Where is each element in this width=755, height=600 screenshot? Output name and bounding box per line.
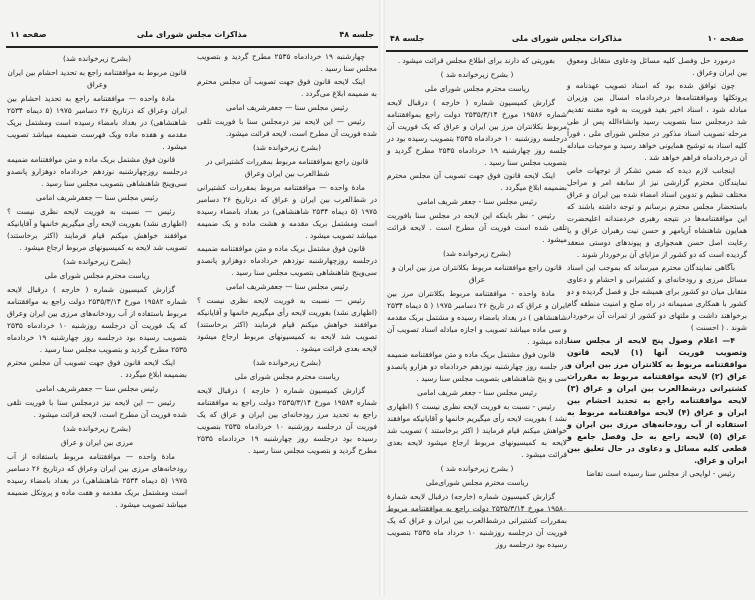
centered-heading: ریاست محترم مجلس شورای‌ملی <box>425 478 529 487</box>
header-rule <box>6 46 378 48</box>
page-header <box>386 34 748 50</box>
paragraph: چهارشنبه ۱۹ خردادماه ۲۵۳۵ مطرح گردید و بتصویب مجلس سنا رسید . <box>197 52 377 73</box>
paragraph: مادهٔ واحده - موافقتنامه مربوط بکلانتران مرز بین ایران و عراق که در تاریخ ۲۶ دسامبر ۱۹۷۵ ( ۵ دیماه ۲۵۳۴ شاهنشاهی ) در بغداد بامضاء رسیده و مشتمل بریک مقدمه و سی ماده میباشد تصویب و اجازه مبادله اسناد تصویب آن داده میشود . <box>387 289 567 346</box>
text-column <box>387 55 567 552</box>
page-number: صفحه ۱۰ <box>707 34 744 43</box>
page-title: مذاکرات مجلس شورای ملی <box>136 30 248 39</box>
agenda-item-heading: ۴— اعلام وصول پنج لایحه از مجلس سنا وتصویب فوریت آنها (۱) لایحه قانون موافقتنامه مربوط به کلانتران مرز بین ایران و عراق (۲) لایحه موافقتنامه مربوط به مقررات کشتیرانی درشط‌العرب بین ایران و عراق (۳) لایحه موافقتنامه راجع به تحدید احشام بین ایران و عراق (۴) لایحه موافقتنامه مربوط به استفاده از آب رودخانه‌های مرزی بین ایران و عراق (۵) لایحه راجع به حل وفصل جامع و قطعی کلیه مسائل و دعاوی در حال تعلیق بین ایران و عراق. <box>567 336 748 465</box>
text-column <box>567 55 747 481</box>
centered-heading: مرزی بین ایران و عراق <box>60 438 134 447</box>
speaker-paragraph: رئیس - نظر باینکه این لایحه در مجلس سنا بافوریت تلقی شده است فوریت آن مطرح است . لایحه قرائت میشود . <box>387 211 567 244</box>
centered-heading: (بشرح زیرخوانده شد) <box>63 257 131 266</box>
speaker-paragraph: رئیس — این لایحه نیز درمجلس سنا با فوریت تلقی شده فوریت آن مطرح است، لایحه قرائت میشود . <box>7 398 187 419</box>
speaker-paragraph: رئیس - لوایحی از مجلس سنا رسیده است تقاضا <box>586 469 735 478</box>
paragraph: اینک لایحه قانون فوق جهت تصویب آن مجلس محترم بضمیمه ابلاغ میگردد . <box>387 171 567 192</box>
paragraph: گزارش کمیسیون شماره ( خارجه ) درقبال لایحه شماره ۱۹۵۸۶ مورخ ۲۵۳۵/۳/۱۴ دولت راجع بموافقتنامه مربوط بکلانتران مرز بین ایران و عراق که یک فوریت آن درجلسه روزشنبه ۱۰ خردادماه ۲۵۳۵ بتصویب رسیده بود در جلسه روز چهارشنبه ۱۹ خردادماه ۲۵۳۵ مطرح گردید و بتصویب مجلس سنا رسید . <box>387 98 567 167</box>
header-rule <box>386 50 748 52</box>
speaker-paragraph: رئیس — این لایحه نیز درمجلس سنا با فوریت تلقی شده فوریت آن مطرح است، لایحه قرائت میشود. <box>197 117 377 138</box>
page-gutter <box>379 0 385 596</box>
paragraph: گزارش کمیسیون شماره ( خارجه ) درقبال لایحه شماره ۱۹۵۸۴ مورخ ۲۵۳۵/۳/۱۴ دولت راجع به موافقتنامه راجع به تحدید مرز رودخانه‌ای بین ایران و عراق که یک فوریت آن درجلسه روزشنبه ۱۰ خردادماه ۲۵۳۵ بتصویب رسیده بود درجلسه روز چهارشنبه ۱۹ خردادماه ۲۵۳۵ مطرح گردید و بتصویب مجلس سنا رسید . <box>197 386 377 455</box>
centered-heading: (بشرح زیرخوانده شد) <box>253 143 321 152</box>
fold-line <box>386 511 748 512</box>
paragraph: بفوریتی که دارند برای اطلاع مجلس قرائت میشود . <box>397 56 555 65</box>
paragraph: قانون فوق مشتمل بریک ماده و متن موافقتنامه ضمیمه درجلسه روزچهارشنبه نوزدهم خردادماه دوهزارو پانصدو سی‌وپنج شاهنشاهی بتصویب مجلس سنا رسید . <box>7 155 187 188</box>
speaker-paragraph: رئیس — نسبت به فوریت لایحه نظری نیست ؟ (اظهاری نشد) بفوریت لایحه رأی میگیریم خانمها و آقایانیکه موافقند خواهش میکنم قیام فرمایند (اکثر برخاستند) تصویب شد لایحه به کمیسیونهای مربوط ارجاع میشود لایحه بعدی قرائت میشود . <box>197 296 377 353</box>
text-column <box>7 51 187 512</box>
page-title: مذاکرات مجلس شورای ملی <box>511 34 623 43</box>
paragraph: اینک لایحه قانون فوق جهت تصویب آن مجلس محترم به ضمیمه ابلاغ می‌گردد . <box>197 77 377 98</box>
paragraph: قانون فوق مشتمل بریک ماده و متن موافقتنامه ضمیمه درجلسه روزچهارشنبه نوزدهم خردادماه دوهزارو پانصدو سی‌وپنج شاهنشاهی بتصویب مجلس سنا رسید . <box>197 244 377 277</box>
centered-heading: ریاست محترم مجلس شورای ملی <box>234 372 340 381</box>
centered-heading: رئیس مجلس سنا — جعفرشریف امامی <box>36 193 158 202</box>
paragraph: گزارش کمیسیون شماره (خارجه) درقبال لایحه شمارهٔ ۱۹۵۸۰ مورخ ۲۵۳۵/۳/۱۴ دولت راجع به موافقتنامه مربوط بمقررات کشتیرانی درشط‌العرب بین ایران و عراق که یک فوریت آن درجلسه روزشنبه ۱۰ خرداد ماه ۲۵۳۵ بتصویب رسیده بود درجلسه روز <box>387 492 567 549</box>
paragraph: چون توافق شده بود که اسناد تصویب عهدنامه و پروتکلها وموافقتنامه‌ها درخردادماه امسال بین وزیران مبادله شود ، اسناد اخیر بقید فوریت به قوه مقننه تقدیم شد درمجلس سنا بتصویب رسید وانشاءالله پس از طی مرحله تصویب اسناد مذکور در مجلس شورای ملی ، فوراً کلیه اسناد به توشیح همایونی خواهد رسید و موجبات مبادله آن درخردادماه فراهم خواهد شد . <box>567 81 747 162</box>
centered-heading: رئیس مجلس سنا - جعفر شریف امامی <box>417 197 537 206</box>
paragraph: درمورد حل وفصل کلیه مسائل ودعاوی متقابل ومعوق بین ایران وعراق . <box>567 56 747 77</box>
centered-heading: (بشرح زیرخوانده شد) <box>253 358 321 367</box>
speaker-paragraph: رئیس — نسبت به فوریت لایحه نظری نیست ؟ (اظهاری نشد) بفوریت لایحه رأی میگیریم خانمها و آقایانیکه موافقند خواهش میکنم قیام فرمایند (اکثر برخاستند) تصویب شد لایحه به کمیسیونهای مربوط ارجاع میشود . <box>7 207 187 252</box>
page-header <box>6 30 378 46</box>
paragraph: مادهٔ واحده — موافقتنامه راجع به تحدید احشام بین ایران وعراق که درتاریخ ۲۶ دسامبر ۱۹۷۵ (۵ دیماه ۲۵۳۴ شاهنشاهی) در بغداد بامضاء رسیده است ومشتمل بریک مقدمه و هفده ماده ویک فهرست ضمیمه میباشد تصویب میشود . <box>7 94 187 151</box>
page-number: صفحه ۱۱ <box>10 30 47 39</box>
session-number: جلسه ۴۸ <box>390 34 425 43</box>
centered-heading: (بشرح زیرخوانده شد) <box>63 54 131 63</box>
centered-heading: رئیس مجلس سنا — جعفرشریف امامی <box>226 282 348 291</box>
centered-heading: (بشرح زیرخوانده شد) <box>443 249 511 258</box>
paragraph: قانون فوق مشتمل بریک ماده و متن موافقتنامه ضمیمه در جلسه روز چهارشنبه نوزدهم خردادماه دو هزارو پانصدو سی و پنج شاهنشاهی بتصویب مجلس سنا رسید . <box>387 350 567 383</box>
paragraph: گزارش کمیسیون شماره ( خارجه ) درقبال لایحه شماره ۱۹۵۸۲ مورخ ۲۵۳۵/۳/۱۴ دولت راجع به موافقتنامه مربوط باستفاده از آب رودخانه‌های مرزی بین ایران وعراق که یک فوریت آن درجلسه روزشنبه ۱۰ خردادماه ۲۵۳۵ بتصویب رسیده بود درجلسه روز چهارشنبه ۱۹ خردادماه ۲۵۳۵ مطرح گردید و بتصویب مجلس سنا رسید . <box>7 285 187 354</box>
paragraph: مادهٔ واحده — موافقتنامه مربوط بمقررات کشتیرانی در شط‌العرب بین ایران و عراق که درتاریخ ۲۶ دسامبر ۱۹۷۵ (۵ دیماه ۲۵۳۴ شاهنشاهی) در بغداد بامضاء رسیده است ومشتمل بریک مقدمه و هشت ماده و یک ضمیمه میباشد تصویب میشود . <box>197 183 377 240</box>
paragraph: اینک لایحه قانون فوق جهت تصویب آن مجلس محترم بضمیمه ابلاغ میگردد . <box>7 358 187 379</box>
centered-heading: رئیس مجلس سنا - جعفر شریف امامی <box>417 388 537 397</box>
speaker-paragraph: رئیس - نسبت به فوریت لایحه نظری نیست ؟ (اظهاری نشد ) بفوریت لایحه رأی میگیریم خانمها و آقایانیکه موافقند خواهش میکنم قیام فرمایند ( اکثر برخاستند ) تصویب شد لایحه به کمیسیونهای مربوط ارجاع میشود لایحه بعدی قرائت میشود . <box>387 402 567 459</box>
centered-heading: قانون مربوط به موافقتنامه راجع به تحدید احشام بین ایران وعراق <box>7 68 187 89</box>
centered-heading: رئیس مجلس سنا — جعفرشریف امامی <box>36 384 158 393</box>
paragraph: اینجانب لازم دیده که ضمن تشکر از توجهات خاص نمایندگان محترم گزارشی نیز از سابقه امر و مراحل مختلف تنظیم و تدوین اسناد امضاء شده بین ایران و عراق باستحضار مجلس محترم برسانم و توجه داشته باشند که این موافقتنامه‌ها در نتیجه رهبری خردمندانه اعلیحضرت همایون شاهنشاه آریامهر و حسن نیت رهبران عراق و با رعایت اصل حسن همجواری و پیوندهای دوستی منعقد گردیده است که دو کشور از مزایای آن برخوردار شوند . <box>567 166 747 259</box>
centered-heading: ریاست محترم مجلس شورای ملی <box>44 271 150 280</box>
centered-heading: ( بشرح زیرخوانده شد ) <box>440 464 514 473</box>
centered-heading: قانون راجع بموافقتنامه مربوط بمقررات کشتیرانی در شط‌العرب بین ایران وعراق <box>205 157 369 178</box>
text-column <box>197 51 377 458</box>
session-number: جلسه ۴۸ <box>339 30 374 39</box>
centered-heading: رئیس مجلس سنا — جعفرشریف امامی <box>226 103 348 112</box>
centered-heading: قانون راجع موافقتنامه مربوط بکلانتران مرز بین ایران و عراق <box>392 263 562 284</box>
paragraph: مادهٔ واحده — موافقتنامه مربوط باستفاده از آب رودخانه‌های مرزی بین ایران وعراق که درتاریخ ۲۶ دسامبر ۱۹۷۵ (۵ دیماه ۲۵۳۴ شاهنشاهی) در بغداد بامضاء رسیده است ومشتمل بریک مقدمه و هفت ماده و پروتکل ضمیمه میباشد تصویب میشود . <box>7 452 187 509</box>
centered-heading: ریاست محترم مجلس شورای ملی <box>424 84 530 93</box>
centered-heading: ( بشرح زیرخوانده شد ) <box>440 70 514 79</box>
paragraph: بآگاهی نمایندگان محترم میرساند که بموجب این اسناد مسائل مرزی و رودخانه‌ای و کشتیرانی و احشام و دعاوی متقابل میان دو کشور برای همیشه حل و فصل گردیده و دو کشور با همکاری صمیمانه در راه صلح و امنیت منطقه گام برخواهند داشت و ملتهای دو کشور از ثمرات آن برخوردار شوند . ( احسنت ) <box>567 263 747 332</box>
centered-heading: (بشرح زیرخوانده شد) <box>63 424 131 433</box>
